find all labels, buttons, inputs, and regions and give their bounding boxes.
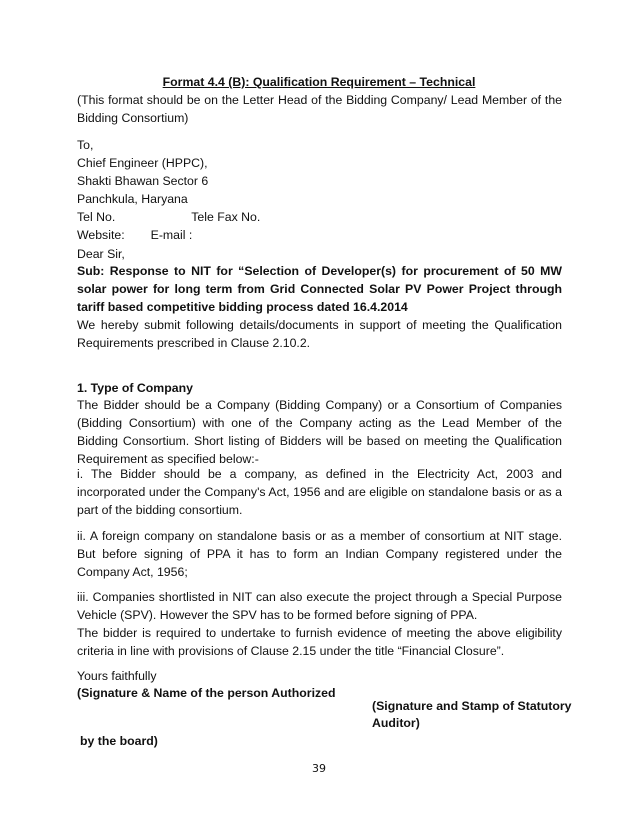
- address-line-3: Panchkula, Haryana: [77, 192, 188, 206]
- signature-right-line-1: (Signature and Stamp of Statutory: [372, 699, 572, 713]
- fax-label: Tele Fax No.: [191, 210, 261, 224]
- signature-left-line-2: by the board): [80, 734, 158, 748]
- section-heading: 1. Type of Company: [77, 381, 193, 395]
- tel-fax-line: [77, 208, 562, 226]
- letterhead-note: (This format should be on the Letter Head of the Bidding Company/ Lead Member of the Bidding Consortium): [77, 93, 562, 125]
- page-title: Format 4.4 (B): Qualification Requirement – Technical: [162, 75, 476, 89]
- subject-line: Sub: Response to NIT for “Selection of Developer(s) for procurement of 50 MW solar power for long term from Grid Connected Solar PV Power Project through tariff based competitive bidding process dated 16.4.2014: [77, 264, 562, 314]
- address-line-2: Shakti Bhawan Sector 6: [77, 174, 209, 188]
- list-item-iii: iii. Companies shortlisted in NIT can also execute the project through a Special Purpose Vehicle (SPV). However the SPV has to be formed before signing of PPA.: [77, 590, 562, 622]
- tel-label: Tel No.: [77, 210, 116, 224]
- intro-paragraph: We hereby submit following details/documents in support of meeting the Qualification Requirements prescribed in Clause 2.10.2.: [77, 318, 562, 350]
- page-number: 39: [312, 762, 326, 775]
- list-item-ii: ii. A foreign company on standalone basis or as a member of consortium at NIT stage. But before signing of PPA it has to form an Indian Company registered under the Company Act, 1956;: [77, 529, 562, 579]
- list-item-i: i. The Bidder should be a company, as defined in the Electricity Act, 2003 and incorporated under the Company's Act, 1956 and are eligible on standalone basis or as a part of the bidding consortium.: [77, 467, 562, 517]
- email-label: E-mail :: [150, 228, 193, 242]
- website-label: Website:: [77, 228, 125, 242]
- salutation: Dear Sir,: [77, 247, 125, 261]
- website-email-line: [77, 226, 562, 244]
- section-paragraph: The Bidder should be a Company (Bidding Company) or a Consortium of Companies (Bidding Consortium) with one of the Company acting as the Lead Member of the Bidding Consortium. Short listing of Bidders will be based on meeting the Qualification Requirement as specified below:-: [77, 398, 562, 466]
- undertaking-paragraph: The bidder is required to undertake to furnish evidence of meeting the above eligibility criteria in line with provisions of Clause 2.15 under the title “Financial Closure”.: [77, 626, 562, 658]
- address-block: [77, 154, 562, 244]
- signature-right-line-2: Auditor): [372, 716, 420, 730]
- signature-left-line-1: (Signature & Name of the person Authorized: [77, 686, 336, 700]
- to-label: To,: [77, 138, 94, 152]
- closing-line: Yours faithfully: [77, 669, 157, 683]
- address-line-1: Chief Engineer (HPPC),: [77, 156, 208, 170]
